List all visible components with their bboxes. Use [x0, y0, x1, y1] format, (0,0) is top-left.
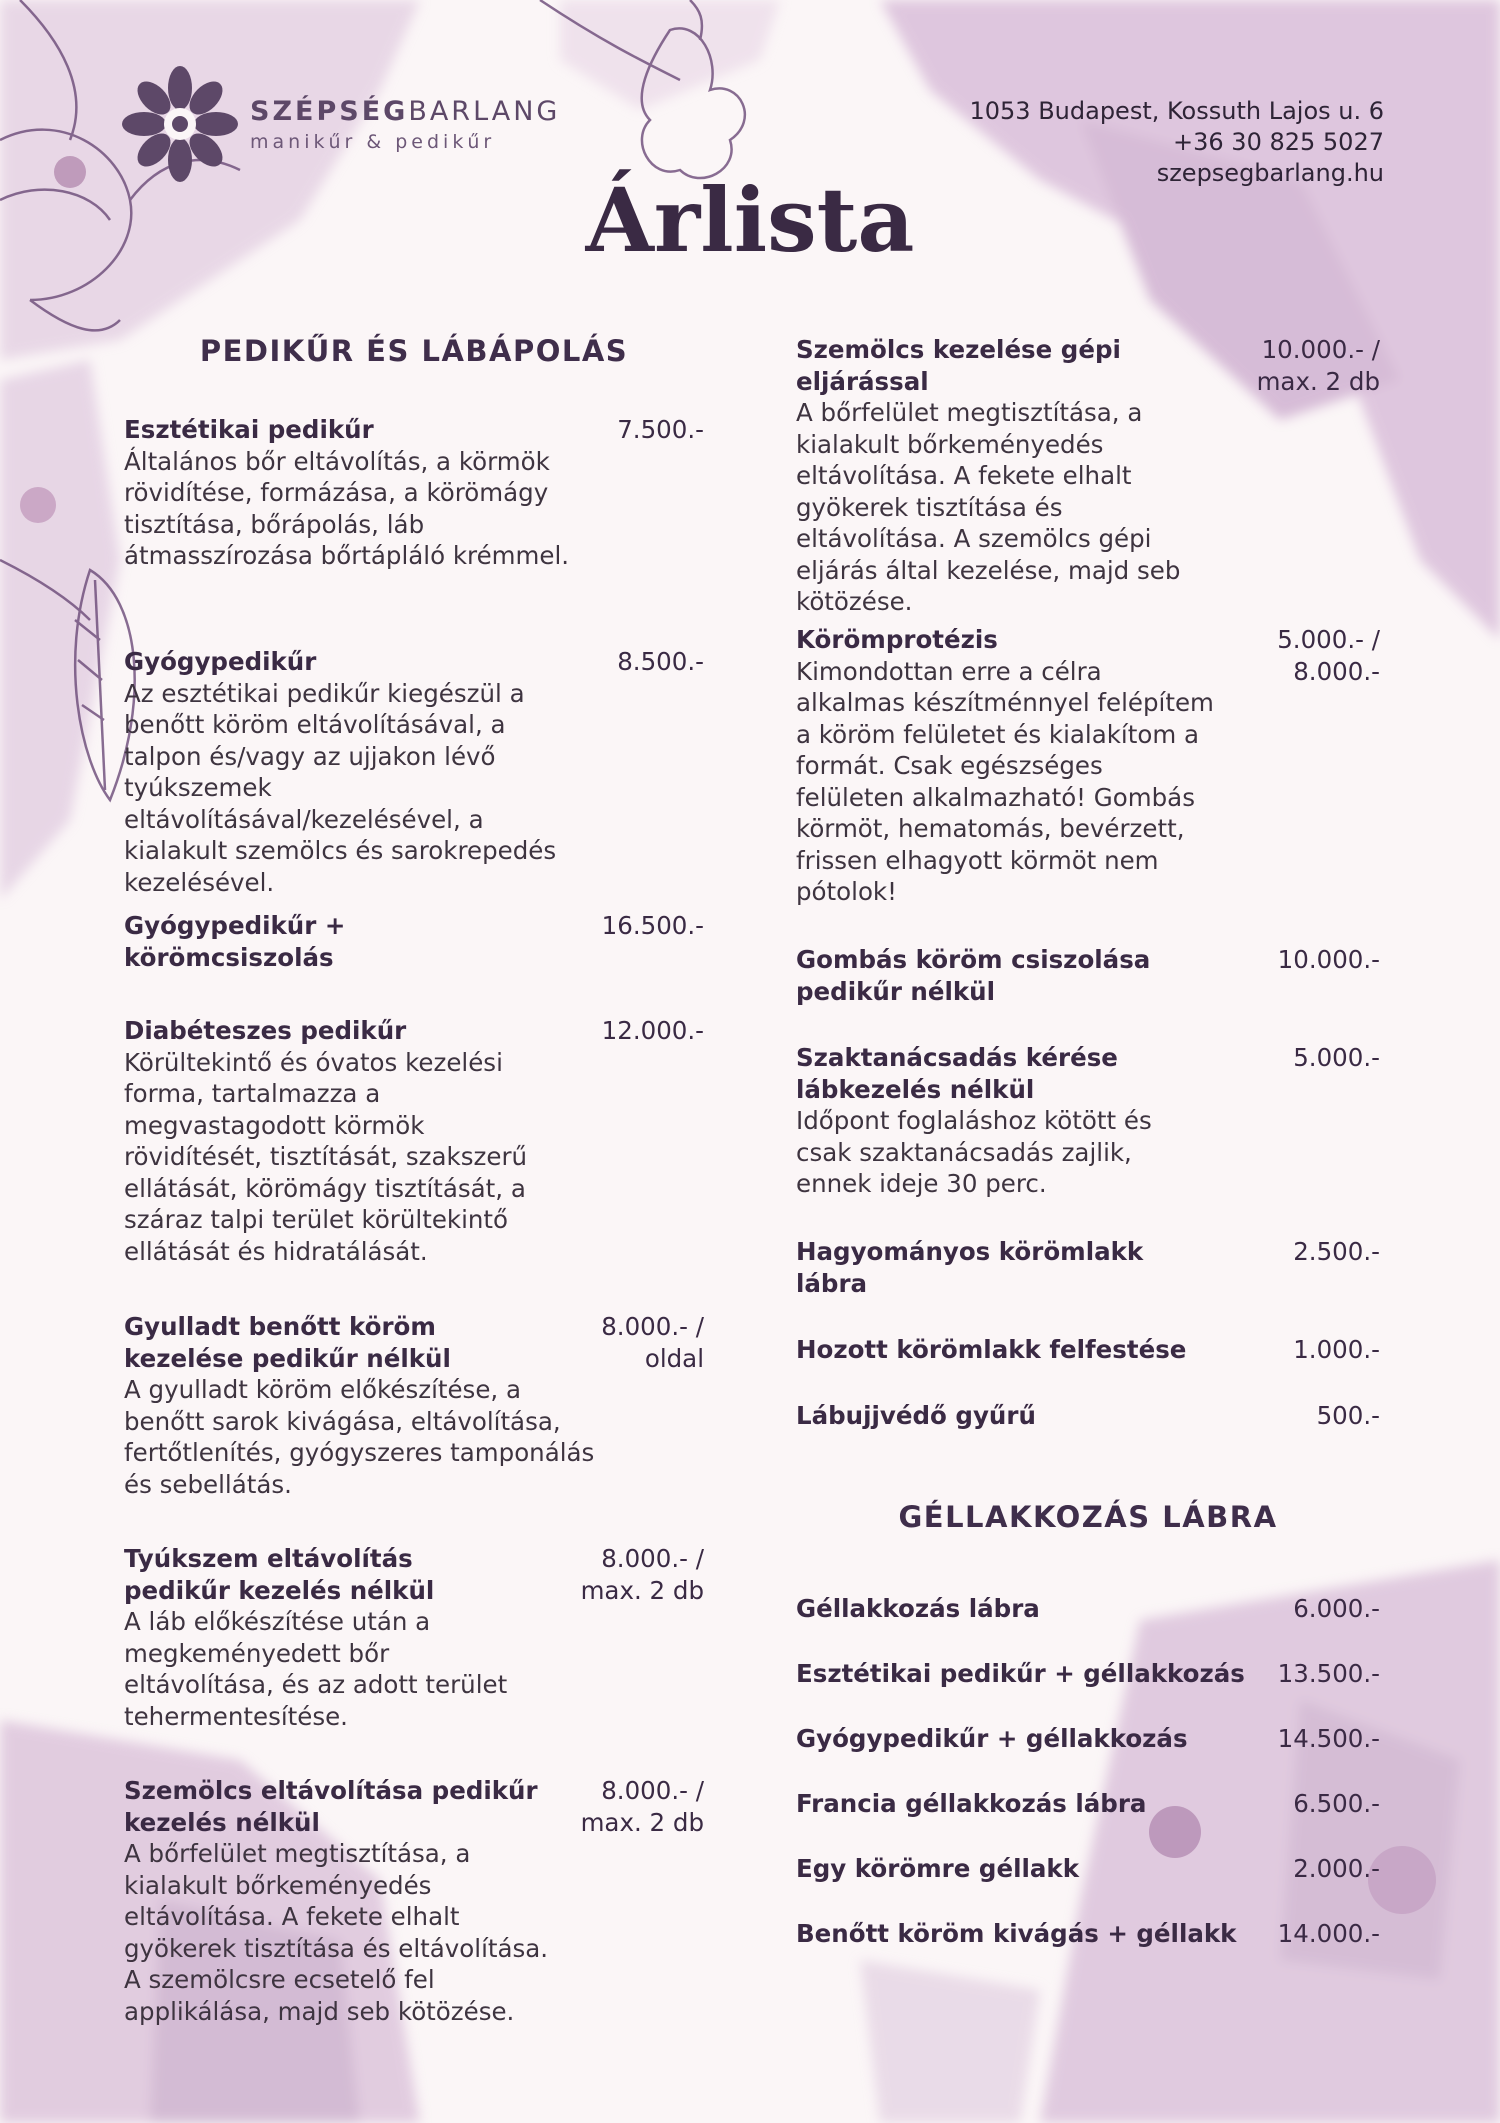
item-name: Géllakkozás lábra — [796, 1594, 1040, 1623]
section-heading-gel: GÉLLAKKOZÁS LÁBRA — [898, 1500, 1278, 1534]
item-name: Gombás köröm csiszolása pedikűr nélkül — [796, 945, 1151, 1006]
item-name: Egy körömre géllakk — [796, 1854, 1079, 1883]
item-price: 8.000.- / max. 2 db — [580, 1776, 704, 1837]
price-item — [796, 1918, 1380, 1950]
item-price: 1.000.- — [1293, 1335, 1380, 1364]
item-price: 2.000.- — [1293, 1854, 1380, 1883]
item-price: 500.- — [1316, 1401, 1380, 1430]
item-price: 8.000.- / oldal — [601, 1312, 704, 1373]
item-price: 5.000.- — [1293, 1043, 1380, 1072]
item-price: 12.000.- — [601, 1016, 704, 1045]
item-name: Diabéteszes pedikűr — [124, 1016, 407, 1045]
price-item — [796, 1593, 1380, 1625]
item-price: 8.000.- / max. 2 db — [580, 1544, 704, 1605]
item-name: Körömprotézis — [796, 625, 998, 654]
price-item — [124, 910, 704, 973]
item-price: 5.000.- / 8.000.- — [1277, 625, 1380, 686]
item-description: A bőrfelület megtisztítása, a kialakult bőrkeményedés eltávolítása. A fekete elhalt gyökerek tisztítása és eltávolítása. A szemölcsre ecsetelő fel applikálása, majd seb kötözése. — [124, 1839, 549, 2026]
item-name: Szaktanácsadás kérése lábkezelés nélkül — [796, 1043, 1118, 1104]
item-name: Szemölcs kezelése gépi eljárással — [796, 335, 1121, 396]
price-item — [124, 1015, 704, 1267]
price-item — [124, 414, 704, 572]
price-item — [124, 1775, 704, 2027]
item-description: Időpont foglaláshoz kötött és csak szaktanácsadás zajlik, ennek ideje 30 perc. — [796, 1106, 1152, 1198]
item-name: Hozott körömlakk felfestése — [796, 1335, 1187, 1364]
price-item — [124, 1543, 704, 1732]
section-heading-pedicure: PEDIKŰR ÉS LÁBÁPOLÁS — [199, 334, 629, 368]
item-description: Az esztétikai pedikűr kiegészül a benőtt köröm eltávolításával, a talpon és/vagy az ujjakon lévő tyúkszemek eltávolításával/kezelésével, a kialakult szemölcs és sarokrepedés kezelésével. — [124, 678, 557, 897]
price-item — [796, 1334, 1380, 1366]
item-name: Benőtt köröm kivágás + géllakk — [796, 1919, 1237, 1948]
item-description: Körültekintő és óvatos kezelési forma, tartalmazza a megvastagodott körmök rövidítését, tisztítását, szakszerű ellátását, körömágy tisztítását, a száraz talpi terület körültekintő ellátását és hidratálását. — [124, 1047, 528, 1266]
item-description: A bőrfelület megtisztítása, a kialakult bőrkeményedés eltávolítása. A fekete elhalt gyökerek tisztítása és eltávolítása. A szemölcs gépi eljárás által kezelése, majd seb kötözése. — [796, 398, 1181, 616]
price-item — [796, 1400, 1380, 1432]
page-title: Árlista — [585, 168, 915, 272]
item-price: 16.500.- — [601, 911, 704, 940]
item-price: 14.000.- — [1277, 1919, 1380, 1948]
price-item — [796, 1236, 1380, 1299]
price-item — [796, 1853, 1380, 1885]
brand-logo — [120, 64, 560, 184]
item-name: Gyulladt benőtt köröm kezelése pedikűr nélkül — [124, 1312, 451, 1373]
item-name: Szemölcs eltávolítása pedikűr kezelés nélkül — [124, 1776, 538, 1837]
item-price: 7.500.- — [617, 415, 704, 444]
price-item — [796, 624, 1380, 908]
item-name: Hagyományos körömlakk lábra — [796, 1237, 1144, 1298]
item-description: Kimondottan erre a célra alkalmas készítménnyel felépítem a köröm felületet és kialakítom a formát. Csak egészséges felületen alkalmazható! Gombás körmöt, hematomás, bevérzett, frissen elhagyott körmöt nem pótolok! — [796, 656, 1214, 906]
price-item — [124, 646, 704, 898]
item-name: Tyúkszem eltávolítás pedikűr kezelés nélkül — [124, 1544, 435, 1605]
item-name: Gyógypedikűr — [124, 647, 317, 676]
brand-name: SZÉPSÉGBARLANG — [250, 95, 561, 127]
address: 1053 Budapest, Kossuth Lajos u. 6 — [969, 97, 1384, 125]
item-price: 13.500.- — [1277, 1659, 1380, 1688]
price-item — [796, 1042, 1380, 1200]
item-name: Esztétikai pedikűr — [124, 415, 374, 444]
item-price: 6.500.- — [1293, 1789, 1380, 1818]
lotus-logo-icon — [120, 64, 240, 184]
item-price: 10.000.- — [1277, 945, 1380, 974]
item-price: 6.000.- — [1293, 1594, 1380, 1623]
price-item — [796, 1723, 1380, 1755]
brand-tagline: manikűr & pedikűr — [250, 130, 496, 153]
item-description: A gyulladt köröm előkészítése, a benőtt sarok kivágása, eltávolítása, fertőtlenítés, gyógyszeres tamponálás és sebellátás. — [124, 1375, 595, 1499]
website-link[interactable]: szepsegbarlang.hu — [1156, 159, 1384, 187]
price-item — [124, 1311, 704, 1500]
item-price: 2.500.- — [1293, 1237, 1380, 1266]
price-item — [796, 1658, 1380, 1690]
price-item — [796, 334, 1380, 618]
item-description: A láb előkészítése után a megkeményedett bőr eltávolítása, és az adott terület tehermentesítése. — [124, 1607, 508, 1731]
item-name: Lábujjvédő gyűrű — [796, 1401, 1036, 1430]
item-price: 10.000.- / max. 2 db — [1256, 335, 1380, 396]
item-price: 8.500.- — [617, 647, 704, 676]
item-name: Gyógypedikűr + géllakkozás — [796, 1724, 1188, 1753]
price-item — [796, 1788, 1380, 1820]
item-price: 14.500.- — [1277, 1724, 1380, 1753]
item-name: Francia géllakkozás lábra — [796, 1789, 1147, 1818]
item-description: Általános bőr eltávolítás, a körmök rövidítése, formázása, a körömágy tisztítása, bőrápolás, láb átmasszírozása bőrtápláló krémmel. — [124, 446, 570, 570]
phone-number[interactable]: +36 30 825 5027 — [1173, 128, 1384, 156]
item-name: Gyógypedikűr + körömcsiszolás — [124, 911, 346, 972]
item-name: Esztétikai pedikűr + géllakkozás — [796, 1659, 1245, 1688]
price-item — [796, 944, 1380, 1007]
